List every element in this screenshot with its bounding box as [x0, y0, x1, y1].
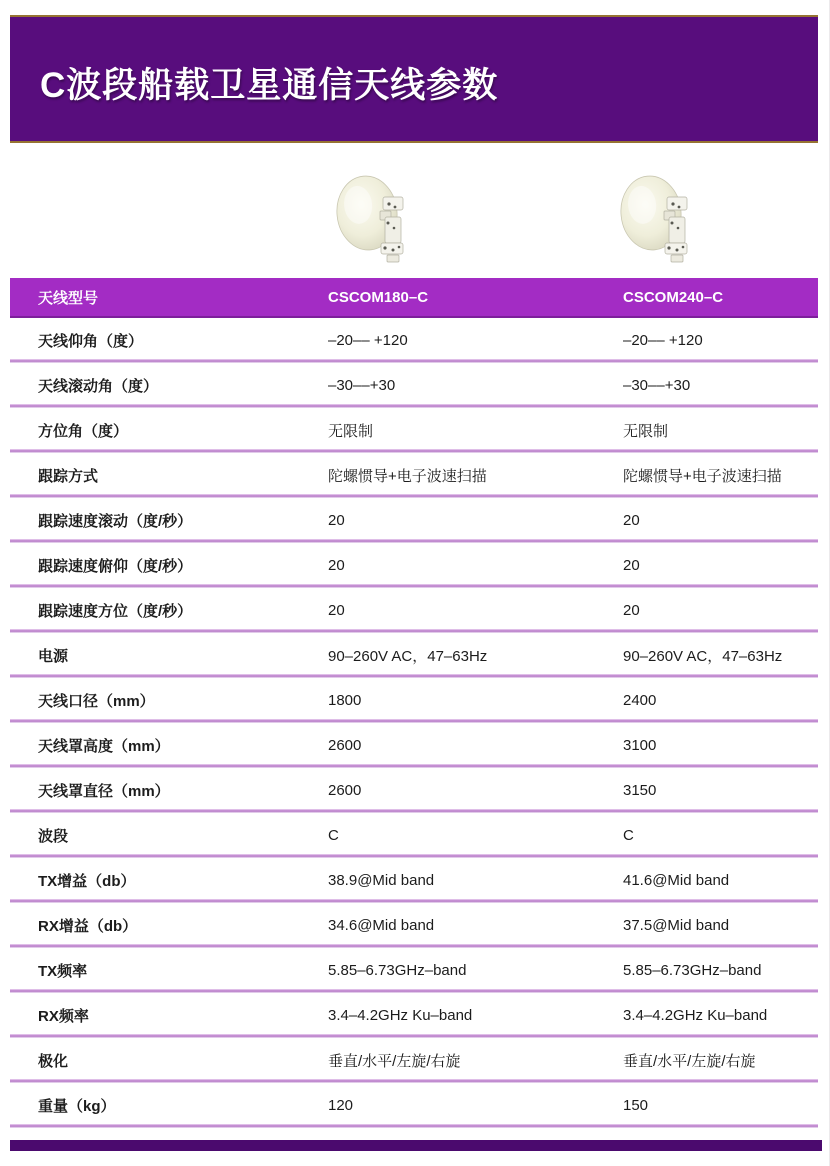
row-value-cscom180: 垂直/水平/左旋/右旋	[328, 1053, 461, 1070]
row-value-cscom180: 20	[328, 602, 345, 619]
row-value-cscom240: 90–260V AC，47–63Hz	[623, 648, 783, 665]
table-row	[10, 588, 818, 633]
row-label: 极化	[38, 1053, 69, 1070]
row-label: 跟踪方式	[38, 468, 99, 485]
row-value-cscom240: 垂直/水平/左旋/右旋	[623, 1053, 756, 1070]
row-value-cscom180: 38.9@Mid band	[328, 872, 435, 889]
row-label: 跟踪速度方位（度/秒）	[38, 603, 193, 620]
row-value-cscom240: 37.5@Mid band	[623, 917, 730, 934]
row-value-cscom240: 无限制	[623, 423, 669, 440]
row-value-cscom180: 1800	[328, 692, 362, 709]
table-row	[10, 858, 818, 903]
row-value-cscom240: 2400	[623, 692, 657, 709]
row-value-cscom180: 陀螺惯导+电子波速扫描	[328, 468, 487, 485]
row-value-cscom240: 150	[623, 1097, 649, 1114]
table-row	[10, 633, 818, 678]
table-row	[10, 723, 818, 768]
spec-table	[10, 278, 818, 1128]
header-model-label: 天线型号	[38, 289, 99, 307]
table-row	[10, 363, 818, 408]
row-value-cscom180: 2600	[328, 737, 362, 754]
row-label: TX增益（db）	[38, 873, 136, 890]
row-value-cscom180: 5.85–6.73GHz–band	[328, 962, 467, 979]
row-value-cscom240: 20	[623, 512, 640, 529]
row-value-cscom240: 3.4–4.2GHz Ku–band	[623, 1007, 768, 1024]
row-value-cscom240: 3150	[623, 782, 657, 799]
table-row	[10, 1038, 818, 1083]
row-label: RX频率	[38, 1008, 89, 1025]
row-label: 天线罩直径（mm）	[38, 783, 170, 800]
table-row	[10, 678, 818, 723]
table-row	[10, 498, 818, 543]
row-label: 天线滚动角（度）	[38, 378, 159, 395]
row-value-cscom240: 41.6@Mid band	[623, 872, 730, 889]
row-label: TX频率	[38, 963, 88, 980]
row-value-cscom240: 5.85–6.73GHz–band	[623, 962, 762, 979]
row-value-cscom240: C	[623, 827, 634, 844]
table-row	[10, 813, 818, 858]
page-title: C波段船载卫星通信天线参数	[40, 66, 499, 105]
row-value-cscom180: 120	[328, 1097, 354, 1114]
row-label: 重量（kg）	[38, 1098, 116, 1115]
footer-bar	[10, 1140, 822, 1151]
row-label: 天线罩高度（mm）	[38, 738, 170, 755]
row-label: 跟踪速度俯仰（度/秒）	[38, 558, 193, 575]
row-label: 波段	[38, 828, 69, 845]
row-label: 跟踪速度滚动（度/秒）	[38, 513, 193, 530]
row-label: 天线口径（mm）	[38, 693, 155, 710]
table-row	[10, 408, 818, 453]
satellite-dish-icon	[617, 171, 703, 269]
table-row	[10, 948, 818, 993]
row-value-cscom180: –30––+30	[328, 377, 396, 394]
row-value-cscom240: 20	[623, 557, 640, 574]
spec-table-header-row	[10, 278, 818, 318]
row-value-cscom240: 3100	[623, 737, 657, 754]
row-value-cscom180: 2600	[328, 782, 362, 799]
row-label: 天线仰角（度）	[38, 333, 144, 350]
satellite-dish-icon	[333, 171, 419, 269]
row-value-cscom180: 3.4–4.2GHz Ku–band	[328, 1007, 473, 1024]
row-value-cscom180: 34.6@Mid band	[328, 917, 435, 934]
table-row	[10, 768, 818, 813]
row-value-cscom180: –20–– +120	[328, 332, 408, 349]
table-row	[10, 318, 818, 363]
antenna-images-row	[0, 143, 830, 278]
spec-table-body	[10, 318, 818, 1128]
row-label: RX增益（db）	[38, 918, 138, 935]
title-banner	[10, 15, 818, 143]
row-value-cscom240: 陀螺惯导+电子波速扫描	[623, 468, 782, 485]
table-row	[10, 1083, 818, 1128]
row-value-cscom180: 90–260V AC，47–63Hz	[328, 648, 488, 665]
row-value-cscom240: –20–– +120	[623, 332, 703, 349]
row-value-cscom180: 20	[328, 557, 345, 574]
row-value-cscom180: 20	[328, 512, 345, 529]
antenna-photo-cscom240	[617, 171, 703, 269]
table-row	[10, 453, 818, 498]
antenna-photo-cscom180	[333, 171, 419, 269]
row-value-cscom180: C	[328, 827, 339, 844]
row-value-cscom180: 无限制	[328, 423, 374, 440]
row-label: 方位角（度）	[38, 423, 129, 440]
table-row	[10, 903, 818, 948]
header-model-cscom240: CSCOM240–C	[623, 288, 724, 306]
row-label: 电源	[38, 648, 69, 665]
row-value-cscom240: 20	[623, 602, 640, 619]
table-row	[10, 543, 818, 588]
row-value-cscom240: –30––+30	[623, 377, 691, 394]
table-row	[10, 993, 818, 1038]
header-model-cscom180: CSCOM180–C	[328, 288, 429, 306]
